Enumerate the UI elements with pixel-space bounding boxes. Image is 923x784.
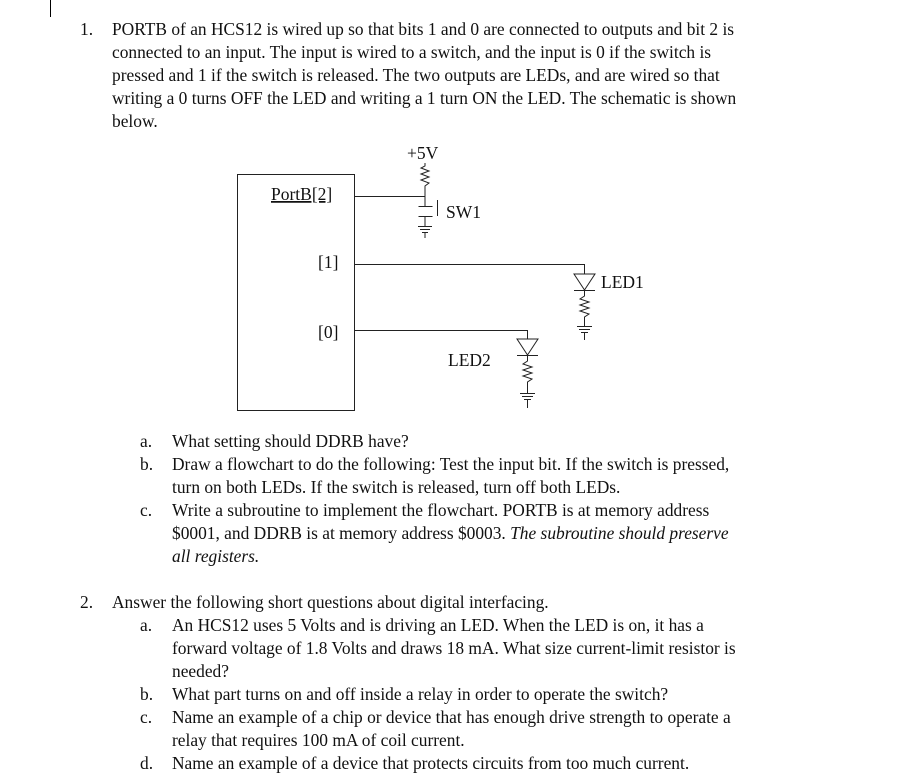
text-line: relay that requires 100 mA of coil current. [172,730,465,750]
text-line: An HCS12 uses 5 Volts and is driving an LED. When the LED is on, it has a [172,615,704,635]
text-line: below. [112,111,158,131]
text-line [172,522,840,545]
switch-label: SW1 [446,202,481,222]
led2-resistor [523,355,532,393]
pullup-resistor [421,163,429,196]
led1-resistor [580,290,589,326]
part-label: b. [140,684,154,704]
portb2-label: PortB[2] [271,184,333,204]
question-1a [140,430,840,453]
question-number: 1. [80,19,94,39]
text-line: Name an example of a chip or device that has enough drive strength to operate a [172,707,731,727]
text-line: Answer the following short questions about digital interfacing. [112,592,549,612]
bit1-label: [1] [318,252,339,272]
part-label: c. [140,500,153,520]
text-line: needed? [172,661,229,681]
question-number: 2. [80,592,94,612]
supply-label: +5V [407,143,439,163]
text-line: forward voltage of 1.8 Volts and draws 18 mA. What size current-limit resistor is [172,638,736,658]
question-1c [140,499,840,568]
text-line: connected to an input. The input is wired to a switch, and the input is 0 if the switch is [112,42,712,62]
led1-diode [574,274,595,290]
question-2 [80,591,840,614]
question-1b [140,453,840,499]
text-line: Draw a flowchart to do the following: Test the input bit. If the switch is pressed, [172,454,730,474]
mcu-box [238,175,355,411]
text-italic: The subroutine should preserve [510,523,729,543]
part-label: a. [140,615,153,635]
part-label: c. [140,707,153,727]
led2-label: LED2 [448,350,491,370]
led1-label: LED1 [601,272,644,292]
text-italic: all registers. [172,546,260,566]
question-2c [140,706,840,752]
text-line: What part turns on and off inside a relay in order to operate the switch? [172,684,669,704]
text-line: Write a subroutine to implement the flowchart. PORTB is at memory address [172,500,710,520]
bit0-label: [0] [318,322,339,342]
text-line: What setting should DDRB have? [172,431,409,451]
text-line: writing a 0 turns OFF the LED and writing a 1 turn ON the LED. The schematic is shown [112,88,737,108]
part-label: a. [140,431,153,451]
part-label: b. [140,454,154,474]
led2-diode [517,339,538,355]
text-plain: $0001, and DDRB is at memory address $0003. [172,523,511,543]
text-line: pressed and 1 if the switch is released. The two outputs are LEDs, and are wired so that [112,65,720,85]
question-2a [140,614,840,683]
text-line [172,545,840,568]
question-2b [140,683,840,706]
text-line: PORTB of an HCS12 is wired up so that bits 1 and 0 are connected to outputs and bit 2 is [112,19,735,39]
text-line: Name an example of a device that protects circuits from too much current. [172,753,690,773]
text-line: turn on both LEDs. If the switch is released, turn off both LEDs. [172,477,621,497]
question-2d [140,752,840,775]
part-label: d. [140,753,154,773]
